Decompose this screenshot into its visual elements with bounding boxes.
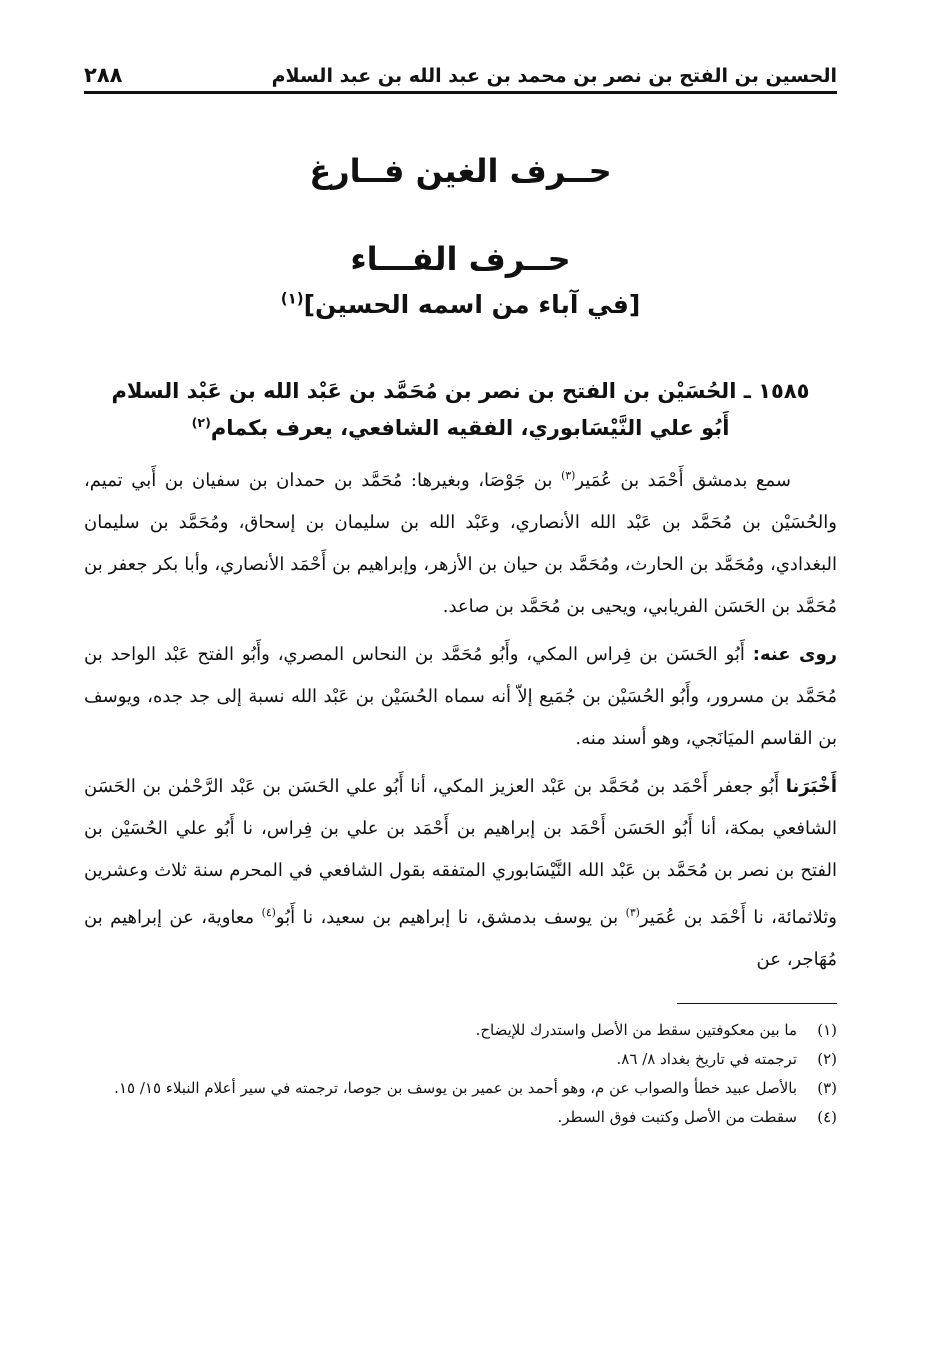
- footnote-item: [84, 1016, 837, 1045]
- entry-title: [84, 373, 837, 447]
- footnote-text: ما بين معكوفتين سقط من الأصل واستدرك للإيضاح.: [475, 1020, 797, 1039]
- entry-title-line-2: [84, 410, 837, 447]
- footnote-ref-1: (١): [280, 289, 304, 308]
- entry-title-line-1: ١٥٨٥ ـ الحُسَيْن بن الفتح بن نصر بن مُحَمَّد بن عَبْد الله بن عَبْد السلام: [111, 379, 810, 404]
- footnote-ref-3: (٣): [561, 468, 576, 482]
- p1-text-b: بن جَوْصَا، وبغيرها: مُحَمَّد بن حمدان بن سفيان بن أَبي تميم، والحُسَيْن بن مُحَمَّد بن عَبْد الله الأنصاري، وعَبْد الله بن سليمان بن إسحاق، ومُحَمَّد بن سليمان البغدادي، ومُحَمَّد بن الحارث، ومُحَمَّد بن حيان بن الأزهر، وإبراهيم بن أَحْمَد الأنصاري، وأبا بكر جعفر بن مُحَمَّد بن الحَسَن الفريابي، ويحيى بن مُحَمَّد بن صاعد.: [84, 469, 837, 617]
- footnote-ref-2: (٢): [191, 415, 211, 431]
- heading-letter-fa: حــرف الفـــاء: [350, 240, 571, 279]
- p3-text-b: بن يوسف بدمشق، نا إبراهيم بن سعيد، نا أَبُو: [275, 906, 626, 928]
- p3-text-c: معاوية، عن إبراهيم بن مُهَاجر، عن: [84, 906, 837, 970]
- footnote-item: [84, 1074, 837, 1103]
- footnote-number: (١): [817, 1020, 837, 1039]
- footnote-item: [84, 1045, 837, 1074]
- page-number: ٢٨٨: [84, 63, 123, 87]
- footnote-text: سقطت من الأصل وكتبت فوق السطر.: [557, 1107, 797, 1126]
- p1-text-a: سمع بدمشق أَحْمَد بن عُمَير: [575, 469, 792, 491]
- running-header: [84, 0, 837, 94]
- entry-title-line-2-text: أَبُو علي النَّيْسَابوري، الفقيه الشافعي، يعرف بكمام: [210, 416, 730, 441]
- section-subheading: [84, 289, 837, 322]
- footnote-item: [84, 1103, 837, 1132]
- p2-text: أَبُو الحَسَن بن فِراس المكي، وأَبُو مُحَمَّد بن النحاس المصري، وأَبُو الفتح عَبْد الواحد بن مُحَمَّد بن مسرور، وأَبُو الحُسَيْن بن جُمَيع إلاّ أنه سماه الحُسَيْن بن عَبْد الله نسبة إلى جد جده، ويوسف بن القاسم الميَانَجي، وهو أسند منه.: [84, 643, 837, 749]
- footnote-number: (٤): [817, 1107, 837, 1126]
- footnotes: [84, 1016, 837, 1132]
- p2-lead: روى عنه:: [752, 643, 837, 665]
- footnote-number: (٣): [817, 1078, 837, 1097]
- paragraph-heard-from: [84, 455, 837, 628]
- paragraph-narrated-by: [84, 634, 837, 760]
- p3-text-a: أَبُو جعفر أَحْمَد بن مُحَمَّد بن عَبْد العزيز المكي، أنا أَبُو علي الحَسَن بن عَبْد الرَّحْمٰن بن الحَسَن الشافعي بمكة، أنا أَبُو الحَسَن أَحْمَد بن إبراهيم بن أَحْمَد بن علي بن فِراس، نا أَبُو علي الحُسَيْن بن الفتح بن نصر بن مُحَمَّد بن عَبْد الله النَّيْسَابوري المتفقه بقول الشافعي في المحرم سنة ثلاث وعشرين وثلاثمائة، نا أَحْمَد بن عُمَير: [84, 775, 837, 928]
- heading-letter-ghain: حــرف الغين فــارغ: [309, 152, 612, 190]
- footnote-divider: [677, 1003, 837, 1004]
- footnote-ref-3b: (٣): [625, 905, 640, 919]
- subheading-text: [في آباء من اسمه الحسين]: [303, 289, 641, 319]
- p3-lead: أَخْبَرَنا: [785, 775, 837, 797]
- footnote-text: بالأصل عبيد خطأ والصواب عن م، وهو أحمد بن عمير بن يوسف بن جوصا، ترجمته في سير أعلام النبلاء ١٥/ ١٥.: [114, 1078, 797, 1097]
- paragraph-isnad: [84, 766, 837, 981]
- footnote-number: (٢): [817, 1049, 837, 1068]
- footnote-ref-4: (٤): [261, 905, 276, 919]
- running-title: الحسين بن الفتح بن نصر بن محمد بن عبد الله بن عبد السلام: [271, 65, 837, 87]
- footnote-text: ترجمته في تاريخ بغداد ٨/ ٨٦.: [616, 1049, 797, 1068]
